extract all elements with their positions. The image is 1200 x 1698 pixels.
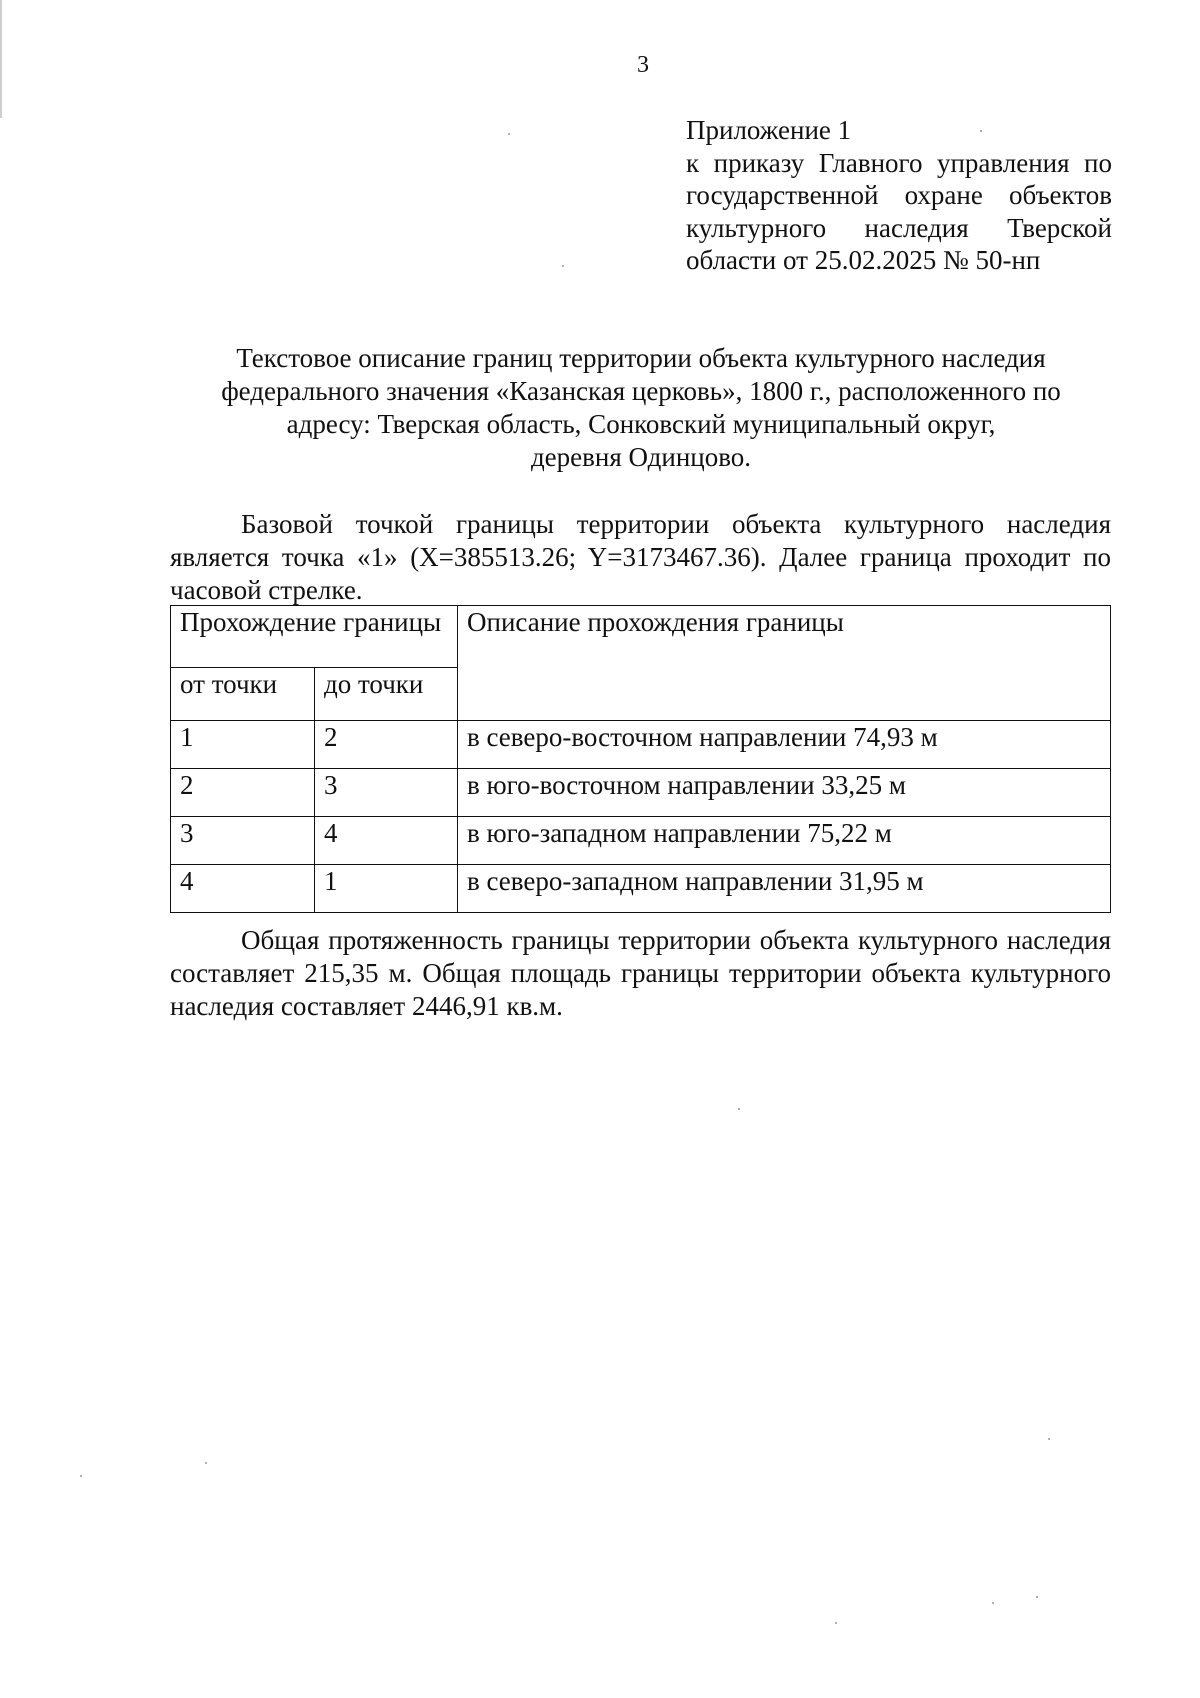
scan-speck xyxy=(1036,1596,1038,1598)
cell-from: 1 xyxy=(171,721,315,769)
summary-paragraph: Общая протяженность границы территории объекта культурного наследия составляет 215,35 м. Общая площадь границы территории объекта культурного наследия составляет 2446,91 кв.м. xyxy=(170,925,1111,1021)
appendix-line: Приложение 1 xyxy=(686,115,852,145)
cell-from: 4 xyxy=(171,865,315,913)
scan-speck xyxy=(562,265,564,267)
cell-description: в северо-западном направлении 31,95 м xyxy=(458,865,1111,913)
appendix-line: к приказу Главного управления по xyxy=(686,147,1112,178)
cell-to: 2 xyxy=(315,721,458,769)
cell-from: 2 xyxy=(171,769,315,817)
cell-to: 1 xyxy=(315,865,458,913)
scan-speck xyxy=(738,1108,740,1110)
cell-to: 4 xyxy=(315,817,458,865)
scan-speck xyxy=(1048,1438,1050,1440)
page-number: 3 xyxy=(637,52,649,78)
cell-description: в северо-восточном направлении 74,93 м xyxy=(458,721,1111,769)
table-row xyxy=(171,817,1111,865)
cell-from: 3 xyxy=(171,817,315,865)
title-line: федерального значения «Казанская церковь», 1800 г., расположенного по xyxy=(221,376,1061,406)
table-row xyxy=(171,865,1111,913)
document-title xyxy=(170,342,1112,474)
intro-paragraph: Базовой точкой границы территории объекта культурного наследия является точка «1» (X=385513.26; Y=3173467.36). Далее граница проходит по часовой стрелке. xyxy=(170,509,1111,605)
header-to: до точки xyxy=(315,668,458,721)
scan-speck xyxy=(205,1462,207,1464)
scan-speck xyxy=(835,1622,837,1624)
header-description: Описание прохождения границы xyxy=(458,606,1111,721)
table-row xyxy=(171,721,1111,769)
header-passage: Прохождение границы xyxy=(171,606,458,668)
title-line: адресу: Тверская область, Сонковский муниципальный округ, xyxy=(286,409,996,439)
appendix-line: области от 25.02.2025 № 50-нп xyxy=(686,245,1041,275)
scan-speck xyxy=(992,1602,994,1604)
appendix-line: культурного наследия Тверской xyxy=(686,212,1112,243)
appendix-line: государственной охране объектов xyxy=(686,180,1112,210)
scan-speck xyxy=(508,133,510,135)
scan-speck xyxy=(80,1475,82,1477)
cell-to: 3 xyxy=(315,769,458,817)
cell-description: в юго-западном направлении 75,22 м xyxy=(458,817,1111,865)
header-from: от точки xyxy=(171,668,315,721)
title-line: деревня Одинцово. xyxy=(530,442,752,472)
cell-description: в юго-восточном направлении 33,25 м xyxy=(458,769,1111,817)
boundary-table xyxy=(170,605,1111,913)
title-line: Текстовое описание границ территории объекта культурного наследия xyxy=(236,343,1046,373)
appendix-header xyxy=(686,114,1112,277)
scan-speck xyxy=(980,130,982,132)
table-row xyxy=(171,769,1111,817)
table-header-row xyxy=(171,606,1111,668)
